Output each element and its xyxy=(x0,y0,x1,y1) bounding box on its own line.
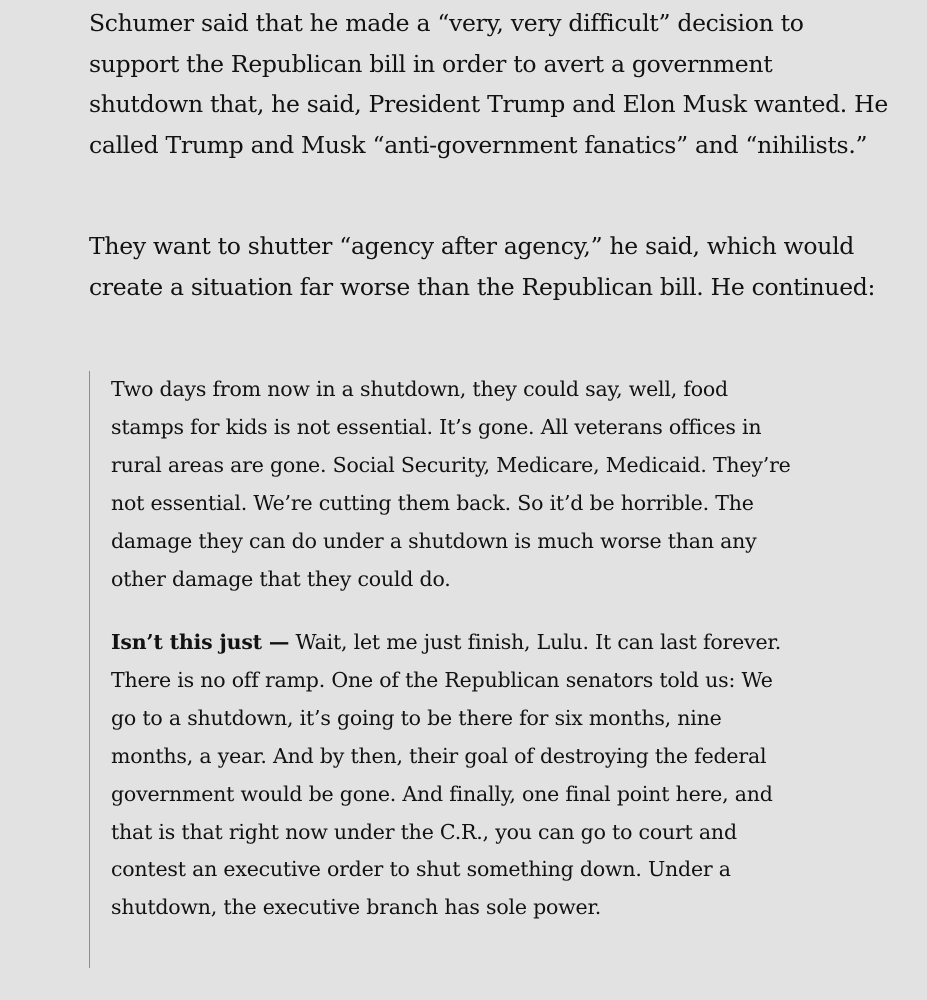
article-paragraph-2: They want to shutter “agency after agency,” he said, which would create a situation far worse than the Republican bill. He continued: xyxy=(89,232,876,301)
quote-paragraph-2 xyxy=(111,624,801,927)
quote-paragraph-1: Two days from now in a shutdown, they could say, well, food stamps for kids is not essential. It’s gone. All veterans offices in rural areas are gone. Social Security, Medicare, Medicaid. They’re not essential. We’re cutting them back. So it’d be horrible. The damage they can do under a shutdown is much worse than any other damage that they could do. xyxy=(111,377,791,591)
quote-paragraph-2-text: Wait, let me just finish, Lulu. It can last forever. There is no off ramp. One of the Republican senators told us: We go to a shutdown, it’s going to be there for six months, nine months, a year. And by then, their goal of destroying the federal government would be gone. And finally, one final point here, and that is that right now under the C.R., you can go to court and contest an executive order to shut something down. Under a shutdown, the executive branch has sole power. xyxy=(111,630,782,920)
quote-interjection: Isn’t this just — xyxy=(111,630,290,654)
blockquote xyxy=(89,371,810,968)
article-paragraph-1: Schumer said that he made a “very, very difficult” decision to support the Republican bill in order to avert a government shutdown that, he said, President Trump and Elon Musk wanted. He called Trump and Musk “anti-government fanatics” and “nihilists.” xyxy=(89,9,888,159)
